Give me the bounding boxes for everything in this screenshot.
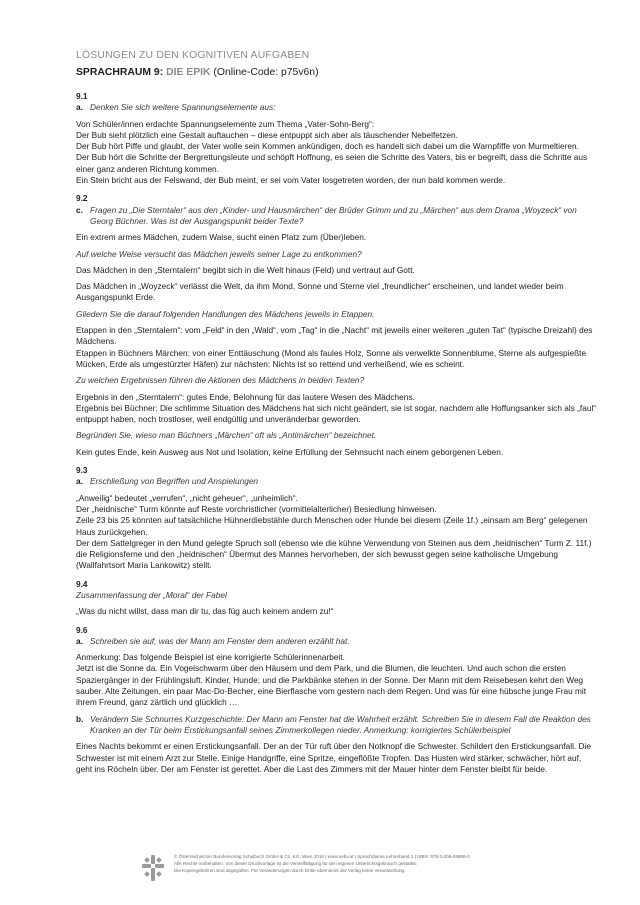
answer-paragraph: Kein gutes Ende, kein Ausweg aus Not und Isolation, keine Erfüllung der Sehnsucht nach einem geborgenen Leben. (76, 446, 504, 457)
section-number: 9.4 (76, 578, 88, 589)
answer-paragraph: „Was du nicht willst, dass man dir tu, das füg auch keinem andern zu!“ (76, 606, 334, 617)
section-9-4 (76, 579, 598, 618)
question-text: Begründen Sie, wieso man Büchners „Märchen“ oft als „Antimärchen“ bezeichnet. (76, 430, 377, 441)
task-label: a. (76, 102, 83, 113)
footer-text (174, 853, 470, 874)
task-label: c. (76, 204, 83, 215)
answer-paragraph: Ein extrem armes Mädchen, zudem Waise, sucht einen Platz zum (Über)leben. (76, 232, 367, 243)
section-9-6 (76, 625, 598, 776)
answer-paragraph: Etappen in den „Sterntalern“: vom „Feld“ in den „Wald“, vom „Tag“ in die „Nacht“ mit jeweils einer weiteren „guten Tat“ (typische Dreizahl) des Mädchens. (76, 325, 593, 347)
task-text: Schreiben sie auf, was der Mann am Fenster dem anderen erzählt hat. (90, 635, 350, 646)
online-code: (Online-Code: p75v6n) (213, 67, 319, 78)
task-prompt (76, 714, 598, 737)
chapter-topic: DIE EPIK (166, 67, 211, 78)
task-prompt (76, 476, 598, 487)
answer-paragraph: Ergebnis in den „Sterntalern“: gutes Ende, Belohnung für das lautere Wesen des Mädchens. (76, 391, 415, 402)
page-subheading (76, 67, 319, 78)
question-text: Zu welchen Ergebnissen führen die Aktionen des Mädchens in beiden Texten? (76, 375, 365, 386)
answer-line: Der Bub hört die Schritte der Bergrettungsleute und schöpft Hoffnung, es seien die Schritte des Vaters, bis er begreift, dass die Schritte aus einer ganz anderen Richtung kommen. (76, 152, 588, 174)
section-number: 9.6 (76, 624, 88, 635)
answer-line: Ein Stein bricht aus der Felswand, der Bub meint, er sei vom Vater losgetreten worden, der nun bald kommen werde. (76, 175, 506, 186)
publisher-logo-icon (142, 855, 164, 881)
answer-line: Anmerkung: Das folgende Beispiel ist eine korrigierte Schülerinnenarbeit. (76, 652, 345, 663)
task-prompt (76, 636, 598, 647)
task-text: Denken Sie sich weitere Spannungselemente aus: (90, 102, 276, 113)
question-text: Gliedern Sie die darauf folgenden Handlungen des Mädchens jeweils in Etappen. (76, 308, 375, 319)
answer-paragraph: Ergebnis bei Büchner: Die schlimme Situation des Mädchens hat sich nicht geändert, sie ist sogar, nachdem alle Hoffungsanker sich als „faul“ entpuppt haben, noch trostloser, weil endgültig und unveränderbar geworden. (76, 402, 597, 425)
answer-line: Jetzt ist die Sonne da. Ein Vogelschwarm über den Häusern und dem Park, und die Blumen, die leuchten. Und auch schon die ersten Spaziergänger in der Frühlingsluft. Kinder, Hunde; und die Parkbänke stehen in der Sonne. Der Mann mit dem Reisebesen kehrt den Weg sauber. Alte Zeitungen, ein paar Mac-Do-Becher, eine Bierflasche vom gestern nach dem Regen. Und was für eine hübsche junge Frau mit ihrem Freund, ganz zärtlich und glücklich … (76, 663, 587, 708)
question-text: Auf welche Weise versucht das Mädchen jeweils seiner Lage zu entkommen? (76, 248, 362, 259)
answer-paragraph: Das Mädchen in den „Sterntalern“ begibt sich in die Welt hinaus (Feld) und vertraut auf Gott. (76, 264, 415, 275)
section-number: 9.2 (76, 193, 88, 204)
answer-line: Von Schüler/innen erdachte Spannungselemente zum Thema „Vater-Sohn-Berg“: (76, 118, 375, 129)
solutions-content (76, 91, 598, 775)
answer-paragraph: Das Mädchen in „Woyzeck“ verlässt die Welt, da ihm Mond, Sonne und Sterne viel „freundlicher“ erscheinen, und landet wieder beim Ausgangspunkt Erde. (76, 281, 564, 303)
answer-line: Der Bub hört Piffe und glaubt, der Vater wolle sein Kommen ankündigen, doch es handelt sich dabei um die Warnpfiffe von Murmeltieren. (76, 141, 579, 152)
task-text: Erschließung von Begriffen und Anspielungen (90, 476, 259, 487)
answer-line: „Anweilig“ bedeutet „verrufen“, „nicht geheuer“, „unheimlich“. (76, 492, 298, 503)
task-label: a. (76, 635, 83, 646)
task-text: Verändern Sie Schnurres Kurzgeschichte: Der Mann am Fenster hat die Wahrheit erzählt. Schreiben Sie in diesem Fall die Reaktion des Kranken an der Tür beim Erstickungsanfall seines Zimmerkollegen nieder. Anmerkung: korrigiertes Schülerbeispiel (90, 713, 591, 735)
footer-disclaimer: Die Kopiergebühren sind abgegolten. Für Veränderungen durch Dritte übernimmt der Verlag keine Verantwortung. (174, 868, 406, 873)
task-prompt (76, 205, 598, 228)
task-text: Zusammenfassung der „Moral“ der Fabel (76, 589, 227, 600)
section-number: 9.3 (76, 465, 88, 476)
footer-rights: Alle Rechte vorbehalten. Von dieser Druckvorlage ist die Vervielfältigung für den eigenen Unterrichtsgebrauch gestattet. (174, 861, 418, 866)
task-label: a. (76, 476, 83, 487)
page-heading: LÖSUNGEN ZU DEN KOGNITIVEN AUFGABEN (76, 50, 310, 61)
section-9-2 (76, 193, 598, 458)
answer-line: Der Bub sieht plötzlich eine Gestalt auftauchen – diese entpuppt sich aber als täuschender Nebelfetzen. (76, 129, 458, 140)
section-9-1 (76, 91, 598, 186)
answer-paragraph: Eines Nachts bekommt er einen Erstickungsanfall. Der an der Tür ruft über den Notknopf die Schwester. Schildert den Erstickungsanfall. Die Schwester ist mit einem Arzt zur Stelle. Einige Handgriffe, eine Spritze, eingeflößte Tropfen. Das Husten wird stärker, schwächer, hört auf, geht ins Röcheln über. Der am Fenster ist gerettet. Aber die Last des Zimmers mit der Mauer hinter dem Fenster bleibt für beide. (76, 741, 591, 774)
section-number: 9.1 (76, 91, 88, 101)
task-label: b. (76, 713, 84, 724)
answer-line: Der „heidnische“ Turm könnte auf Reste vorchristlicher (vormittelalterlicher) Besiedlung hinweisen. (76, 503, 437, 514)
chapter-label: SPRACHRAUM 9: (76, 67, 164, 78)
task-text: Fragen zu „Die Sterntaler“ aus den „Kinder- und Hausmärchen“ der Brüder Grimm und zu „Märchen“ aus dem Drama „Woyzeck“ von Georg Büchner. Was ist der Ausgangspunkt beider Texte? (90, 204, 577, 226)
answer-line: Der dem Sattelgreger in den Mund gelegte Spruch soll (ebenso wie die kühne Verwendung von Steinen aus dem „heidnischen“ Turm Z. 11f.) die Religionsferne und den „heidnischen“ Übermut des Mannes hervorheben, der sich bewusst gegen seine katholische Umgebung (Wallfahrtsort Maria Lankowitz) stellt. (76, 537, 592, 571)
task-prompt (76, 102, 598, 113)
section-9-3 (76, 465, 598, 572)
answer-paragraph: Etappen in Büchners Märchen: von einer Enttäuschung (Mond als faules Holz, Sonne als verwelkte Sonnenblume, Sterne als aufgespießte Mücken, Erde als umgestürzter Häfen) zur nächsten: Nichts ist so rettend und verheißend, wie es scheint. (76, 347, 587, 369)
answer-line: Zeile 23 bis 25 könnten auf tatsächliche Hühnerdiebstähle durch Menschen oder Hunde bei diesem (Zeile 1f.) „einsam am Berg“ gelegenen Haus zurückgehen. (76, 515, 588, 537)
footer-copyright: © Österreichischer Bundesverlag Schulbuch GmbH & Co. KG, Wien 2016 | www.oebv.at | Sprachräume Lehrerband 1 | ISBN: 978-3-209-08868-0 (174, 854, 470, 859)
